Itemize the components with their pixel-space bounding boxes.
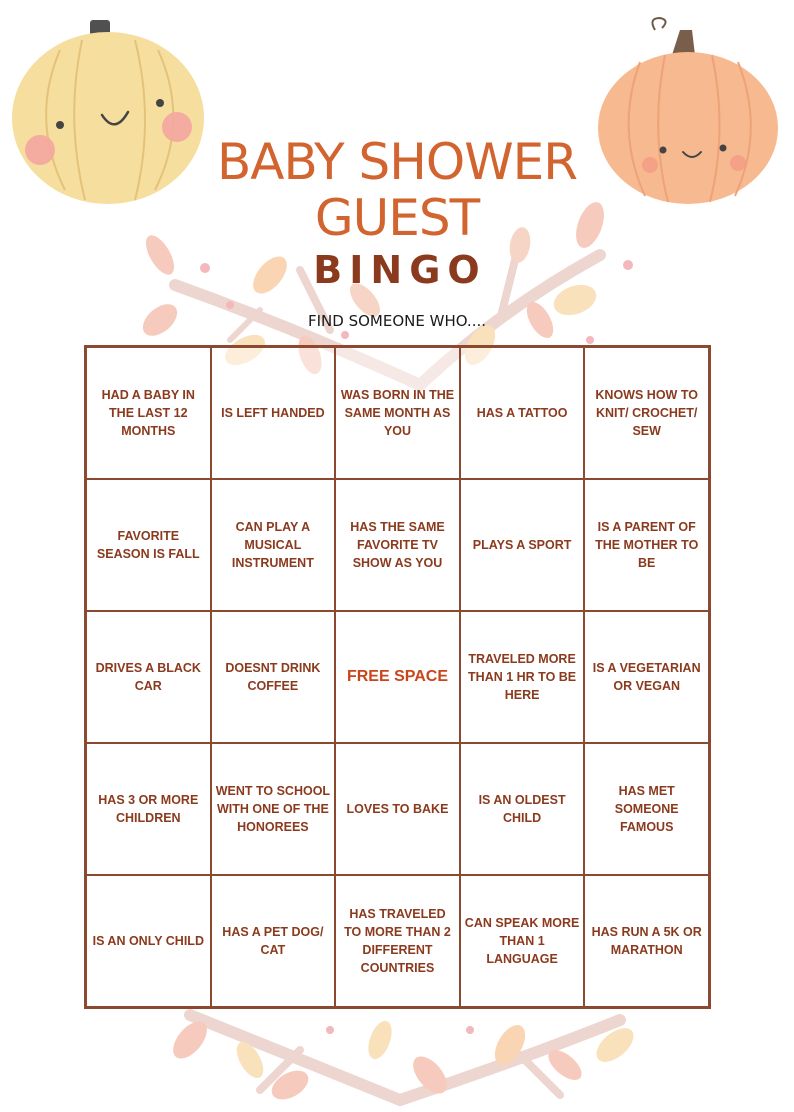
bingo-cell[interactable]: DOESNT DRINK COFFEE [211,611,336,743]
bingo-cell[interactable]: CAN SPEAK MORE THAN 1 LANGUAGE [460,875,585,1007]
bingo-cell[interactable]: HAS A PET DOG/ CAT [211,875,336,1007]
bingo-cell[interactable]: PLAYS A SPORT [460,479,585,611]
bingo-cell[interactable]: HAD A BABY IN THE LAST 12 MONTHS [86,347,211,479]
bingo-heading: BINGO [313,248,487,292]
bingo-cell[interactable]: IS AN ONLY CHILD [86,875,211,1007]
bingo-cell[interactable]: HAS RUN A 5K OR MARATHON [584,875,709,1007]
bingo-cell[interactable]: WENT TO SCHOOL WITH ONE OF THE HONOREES [211,743,336,875]
bingo-cell[interactable]: KNOWS HOW TO KNIT/ CROCHET/ SEW [584,347,709,479]
title-block [0,0,794,340]
bingo-cell[interactable]: HAS THE SAME FAVORITE TV SHOW AS YOU [335,479,460,611]
free-space-cell[interactable]: FREE SPACE [335,611,460,743]
bingo-cell[interactable]: HAS 3 OR MORE CHILDREN [86,743,211,875]
title-line-1: BABY SHOWER [217,133,577,191]
title-line-2: GUEST [314,189,480,247]
bingo-cell[interactable]: HAS A TATTOO [460,347,585,479]
bingo-cell[interactable]: HAS TRAVELED TO MORE THAN 2 DIFFERENT COUNTRIES [335,875,460,1007]
bingo-cell[interactable]: WAS BORN IN THE SAME MONTH AS YOU [335,347,460,479]
bingo-cell[interactable]: LOVES TO BAKE [335,743,460,875]
bingo-cell[interactable]: TRAVELED MORE THAN 1 HR TO BE HERE [460,611,585,743]
autumn-branch-decoration [167,1015,640,1105]
bingo-cell[interactable]: CAN PLAY A MUSICAL INSTRUMENT [211,479,336,611]
bingo-cell[interactable]: IS A VEGETARIAN OR VEGAN [584,611,709,743]
bingo-cell[interactable]: FAVORITE SEASON IS FALL [86,479,211,611]
bingo-cell[interactable]: IS LEFT HANDED [211,347,336,479]
bingo-cell[interactable]: HAS MET SOMEONE FAMOUS [584,743,709,875]
bingo-cell[interactable]: IS AN OLDEST CHILD [460,743,585,875]
bingo-grid [84,345,711,1009]
bingo-cell[interactable]: IS A PARENT OF THE MOTHER TO BE [584,479,709,611]
bingo-cell[interactable]: DRIVES A BLACK CAR [86,611,211,743]
subtitle: FIND SOMEONE WHO.... [308,312,486,330]
